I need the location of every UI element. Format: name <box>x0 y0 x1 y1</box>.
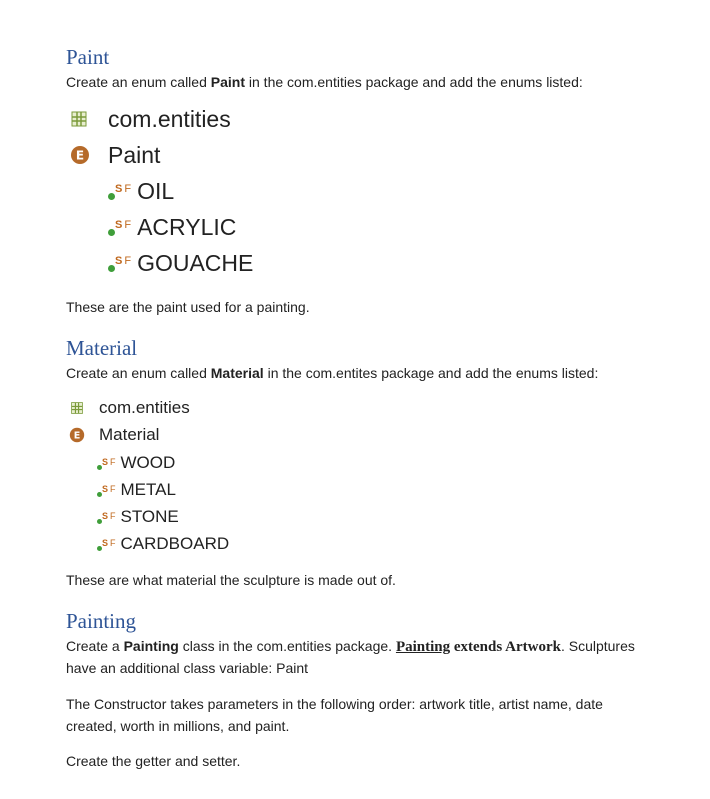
enum-constant-icon: S F <box>97 538 116 551</box>
enum-row <box>69 423 159 447</box>
material-intro: Create an enum called Material in the com.entites package and add the enums listed: <box>66 365 599 381</box>
enum-constant-icon: S F <box>108 255 131 272</box>
enum-constant: S F WOOD <box>97 451 175 475</box>
painting-intro: Create a Painting class in the com.entities package. Painting extends Artwork. Sculptures <box>66 638 635 655</box>
package-icon <box>70 401 84 415</box>
material-outro: These are what material the sculpture is made out of. <box>66 572 396 588</box>
heading-paint: Paint <box>66 45 110 69</box>
enum-constant-icon: S F <box>108 219 131 236</box>
paint-intro: Create an enum called Paint in the com.entities package and add the enums listed: <box>66 74 583 90</box>
heading-painting: Painting <box>66 609 137 633</box>
enum-constant: S F METAL <box>97 478 176 502</box>
enum-label: Paint <box>108 141 161 168</box>
painting-constructor-paragraph: The Constructor takes parameters in the following order: artwork title, artist name, date created, worth in millions, and paint. <box>66 696 603 734</box>
svg-text:E: E <box>73 430 81 442</box>
svg-text:E: E <box>75 148 85 163</box>
enum-constant: S F STONE <box>97 505 179 529</box>
enum-constant-icon: S F <box>97 457 116 470</box>
enum-constant: S F OIL <box>108 176 174 206</box>
package-row <box>70 396 190 420</box>
package-icon <box>70 110 88 128</box>
enum-constant: S F CARDBOARD <box>97 532 229 556</box>
painting-intro-line2: have an additional class variable: Paint <box>66 660 309 676</box>
enum-constant: S F ACRYLIC <box>108 212 236 242</box>
heading-material: Material <box>66 336 138 360</box>
enum-icon <box>70 145 90 165</box>
painting-getter-setter: Create the getter and setter. <box>66 753 241 769</box>
package-row <box>70 104 231 134</box>
paint-outro: These are the paint used for a painting. <box>66 299 310 315</box>
package-label: com.entities <box>108 105 231 132</box>
enum-label: Material <box>99 425 160 444</box>
enum-row <box>70 140 160 170</box>
package-label: com.entities <box>99 398 190 417</box>
enum-constant: S F GOUACHE <box>108 248 253 278</box>
enum-constant-icon: S F <box>108 183 131 200</box>
enum-constant-icon: S F <box>97 511 116 524</box>
enum-icon <box>69 427 85 443</box>
enum-constant-icon: S F <box>97 484 116 497</box>
